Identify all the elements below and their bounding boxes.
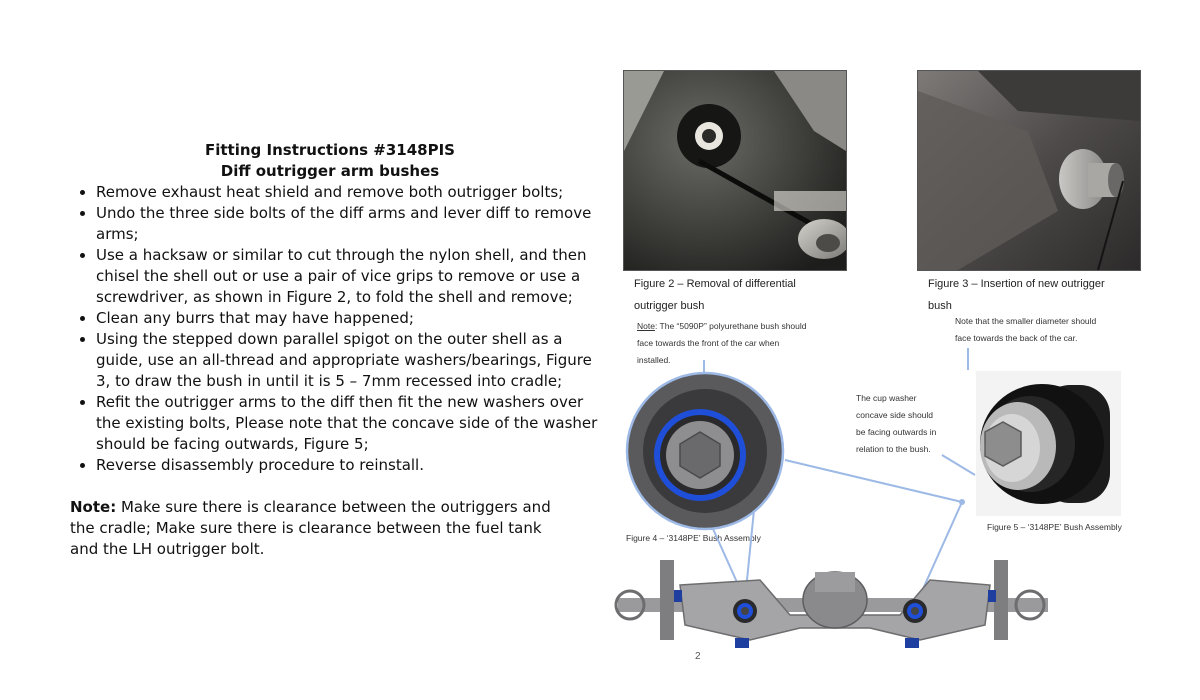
page-number: 2 xyxy=(695,651,701,662)
step-item: • Reverse disassembly procedure to reinstall. xyxy=(96,455,600,476)
note-paragraph xyxy=(70,497,570,560)
fig3-note-line-2: face towards the back of the car. xyxy=(955,333,1078,343)
step-item: • Use a hacksaw or similar to cut through the nylon shell, and then chisel the shell out or use a pair of vice grips to remove or use a screwdriver, as shown in Figure 2, to fold the shell and remove; xyxy=(96,245,600,308)
fig2-caption-line-1: Figure 2 – Removal of differential xyxy=(634,278,796,290)
rear-axle-assembly xyxy=(616,560,1048,648)
fig5-caption: Figure 5 – ‘3148PE’ Bush Assembly xyxy=(987,522,1122,532)
step-item: • Remove exhaust heat shield and remove both outrigger bolts; xyxy=(96,182,600,203)
cup-note-line-3: be facing outwards in xyxy=(856,427,937,437)
figure-5-bush-image xyxy=(976,371,1121,516)
callout-lines xyxy=(700,348,975,600)
figure-4-bush-closeup xyxy=(627,373,783,529)
figure-3-photo xyxy=(917,70,1141,271)
fig2-note-label: Note xyxy=(637,321,655,331)
fig3-caption-line-2: bush xyxy=(928,300,952,312)
cup-note-line-4: relation to the bush. xyxy=(856,444,931,454)
fig2-note-line-3: installed. xyxy=(637,355,671,365)
step-item: • Using the stepped down parallel spigot on the outer shell as a guide, use an all-thread and appropriate washers/bearings, Figure 3, to draw the bush in until it is 5 – 7mm recessed into cradle; xyxy=(96,329,600,392)
fig2-caption-line-2: outrigger bush xyxy=(634,300,705,312)
step-item: • Clean any burrs that may have happened; xyxy=(96,308,600,329)
instructions-column xyxy=(70,140,600,560)
step-item: • Refit the outrigger arms to the diff then fit the new washers over the existing bolts, Please note that the concave side of the washer should be facing outwards, Figure 5; xyxy=(96,392,600,455)
figure-2-photo xyxy=(623,70,847,271)
fig3-note-line-1: Note that the smaller diameter should xyxy=(955,316,1097,326)
cup-note-line-2: concave side should xyxy=(856,410,934,420)
step-item: • Undo the three side bolts of the diff arms and lever diff to remove arms; xyxy=(96,203,600,245)
figure-2-image xyxy=(624,71,846,270)
figure-3-image xyxy=(918,71,1140,270)
doc-title xyxy=(70,140,590,182)
steps-list xyxy=(70,182,600,476)
fig2-note-line-1 xyxy=(637,318,807,335)
fig4-caption: Figure 4 – ‘3148PE’ Bush Assembly xyxy=(626,533,761,543)
fig2-note-line-2: face towards the front of the car when xyxy=(637,338,780,348)
fig2-note-text: : The “5090P” polyurethane bush should xyxy=(654,321,807,331)
cup-note-line-1: The cup washer xyxy=(856,393,917,403)
title-line-1: Fitting Instructions #3148PIS xyxy=(205,141,455,159)
note-text: Make sure there is clearance between the outriggers and the cradle; Make sure there is clearance between the fuel tank and the LH outrigger bolt. xyxy=(70,498,551,558)
fig3-caption-line-1: Figure 3 – Insertion of new outrigger xyxy=(928,278,1105,290)
title-line-2: Diff outrigger arm bushes xyxy=(220,162,440,180)
note-label: Note: xyxy=(70,498,117,516)
